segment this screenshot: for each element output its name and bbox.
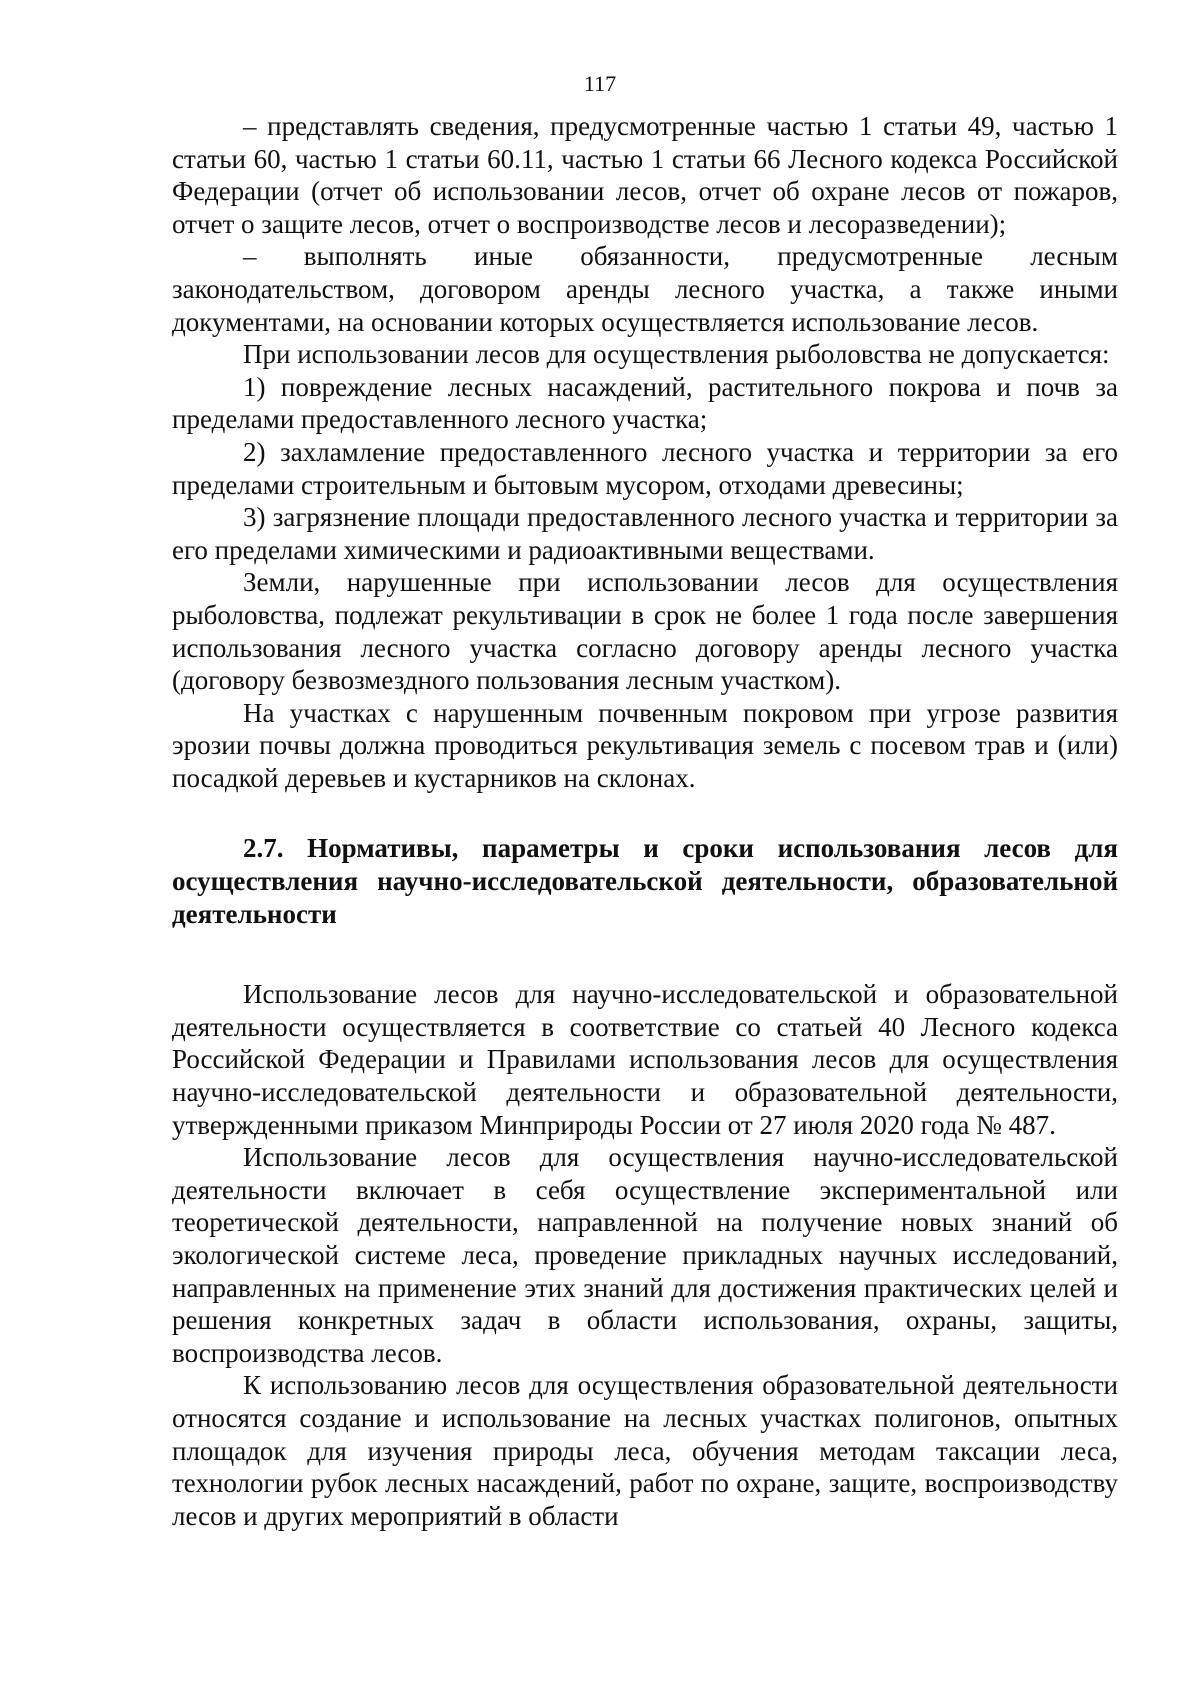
paragraph-educational-activity: К использованию лесов для осуществления образовательной деятельности относятся создание и использование на лесных участках полигонов, опытных площадок для изучения природы леса, обучения методам таксации леса, технологии рубок лесных насаждений, работ по охране, защите, воспроизводству лесов и других мероприятий в области xyxy=(172,1370,1118,1531)
document-body xyxy=(172,110,1118,1532)
paragraph-research-activity: Использование лесов для осуществления научно-исследовательской деятельности включает в себя осуществление экспериментальной или теоретической деятельности, направленной на получение новых знаний об экологической системе леса, проведение прикладных научных исследований, направленных на применение этих знаний для достижения практических целей и решения конкретных задач в области использования, охраны, защиты, воспроизводства лесов. xyxy=(172,1142,1118,1368)
paragraph-recultivation: Земли, нарушенные при использовании лесов для осуществления рыболовства, подлежат рекультивации в срок не более 1 года после завершения использования лесного участка согласно договору аренды лесного участка (договору безвозмездного пользования лесным участком). xyxy=(172,567,1118,696)
paragraph-fishing-prohibitions-intro: При использовании лесов для осуществления рыболовства не допускается: xyxy=(243,339,1110,370)
paragraph-erosion: На участках с нарушенным почвенным покровом при угрозе развития эрозии почвы должна проводиться рекультивация земель с посевом трав и (или) посадкой деревьев и кустарников на склонах. xyxy=(172,697,1118,793)
paragraph-legal-basis: Использование лесов для научно-исследовательской и образовательной деятельности осуществляется в соответствие со статьей 40 Лесного кодекса Российской Федерации и Правилами использования лесов для осуществления научно-исследовательской деятельности и образовательной деятельности, утвержденными приказом Минприроды России от 27 июля 2020 года № 487. xyxy=(172,979,1118,1140)
page-number: 117 xyxy=(583,71,617,96)
paragraph-report-duties: – представлять сведения, предусмотренные частью 1 статьи 49, частью 1 статьи 60, частью 1 статьи 60.11, частью 1 статьи 66 Лесного кодекса Российской Федерации (отчет об использовании лесов, отчет об охране лесов от пожаров, отчет о защите лесов, отчет о воспроизводстве лесов и лесоразведении); xyxy=(172,111,1118,239)
list-item-damage: 1) повреждение лесных насаждений, растительного покрова и почв за пределами предоставленного лесного участка; xyxy=(172,371,1118,435)
paragraph-other-duties: – выполнять иные обязанности, предусмотренные лесным законодательством, договором аренды лесного участка, а также иными документами, на основании которых осуществляется использование лесов. xyxy=(172,241,1118,337)
list-item-pollution: 3) загрязнение площади предоставленного лесного участка и территории за его пределами химическими и радиоактивными веществами. xyxy=(172,502,1118,565)
list-item-littering: 2) захламление предоставленного лесного участка и территории за его пределами строительным и бытовым мусором, отходами древесины; xyxy=(172,436,1118,500)
section-heading: 2.7. Нормативы, параметры и сроки использования лесов для осуществления научно-исследовательской деятельности, образовательной деятельности xyxy=(172,833,1118,929)
